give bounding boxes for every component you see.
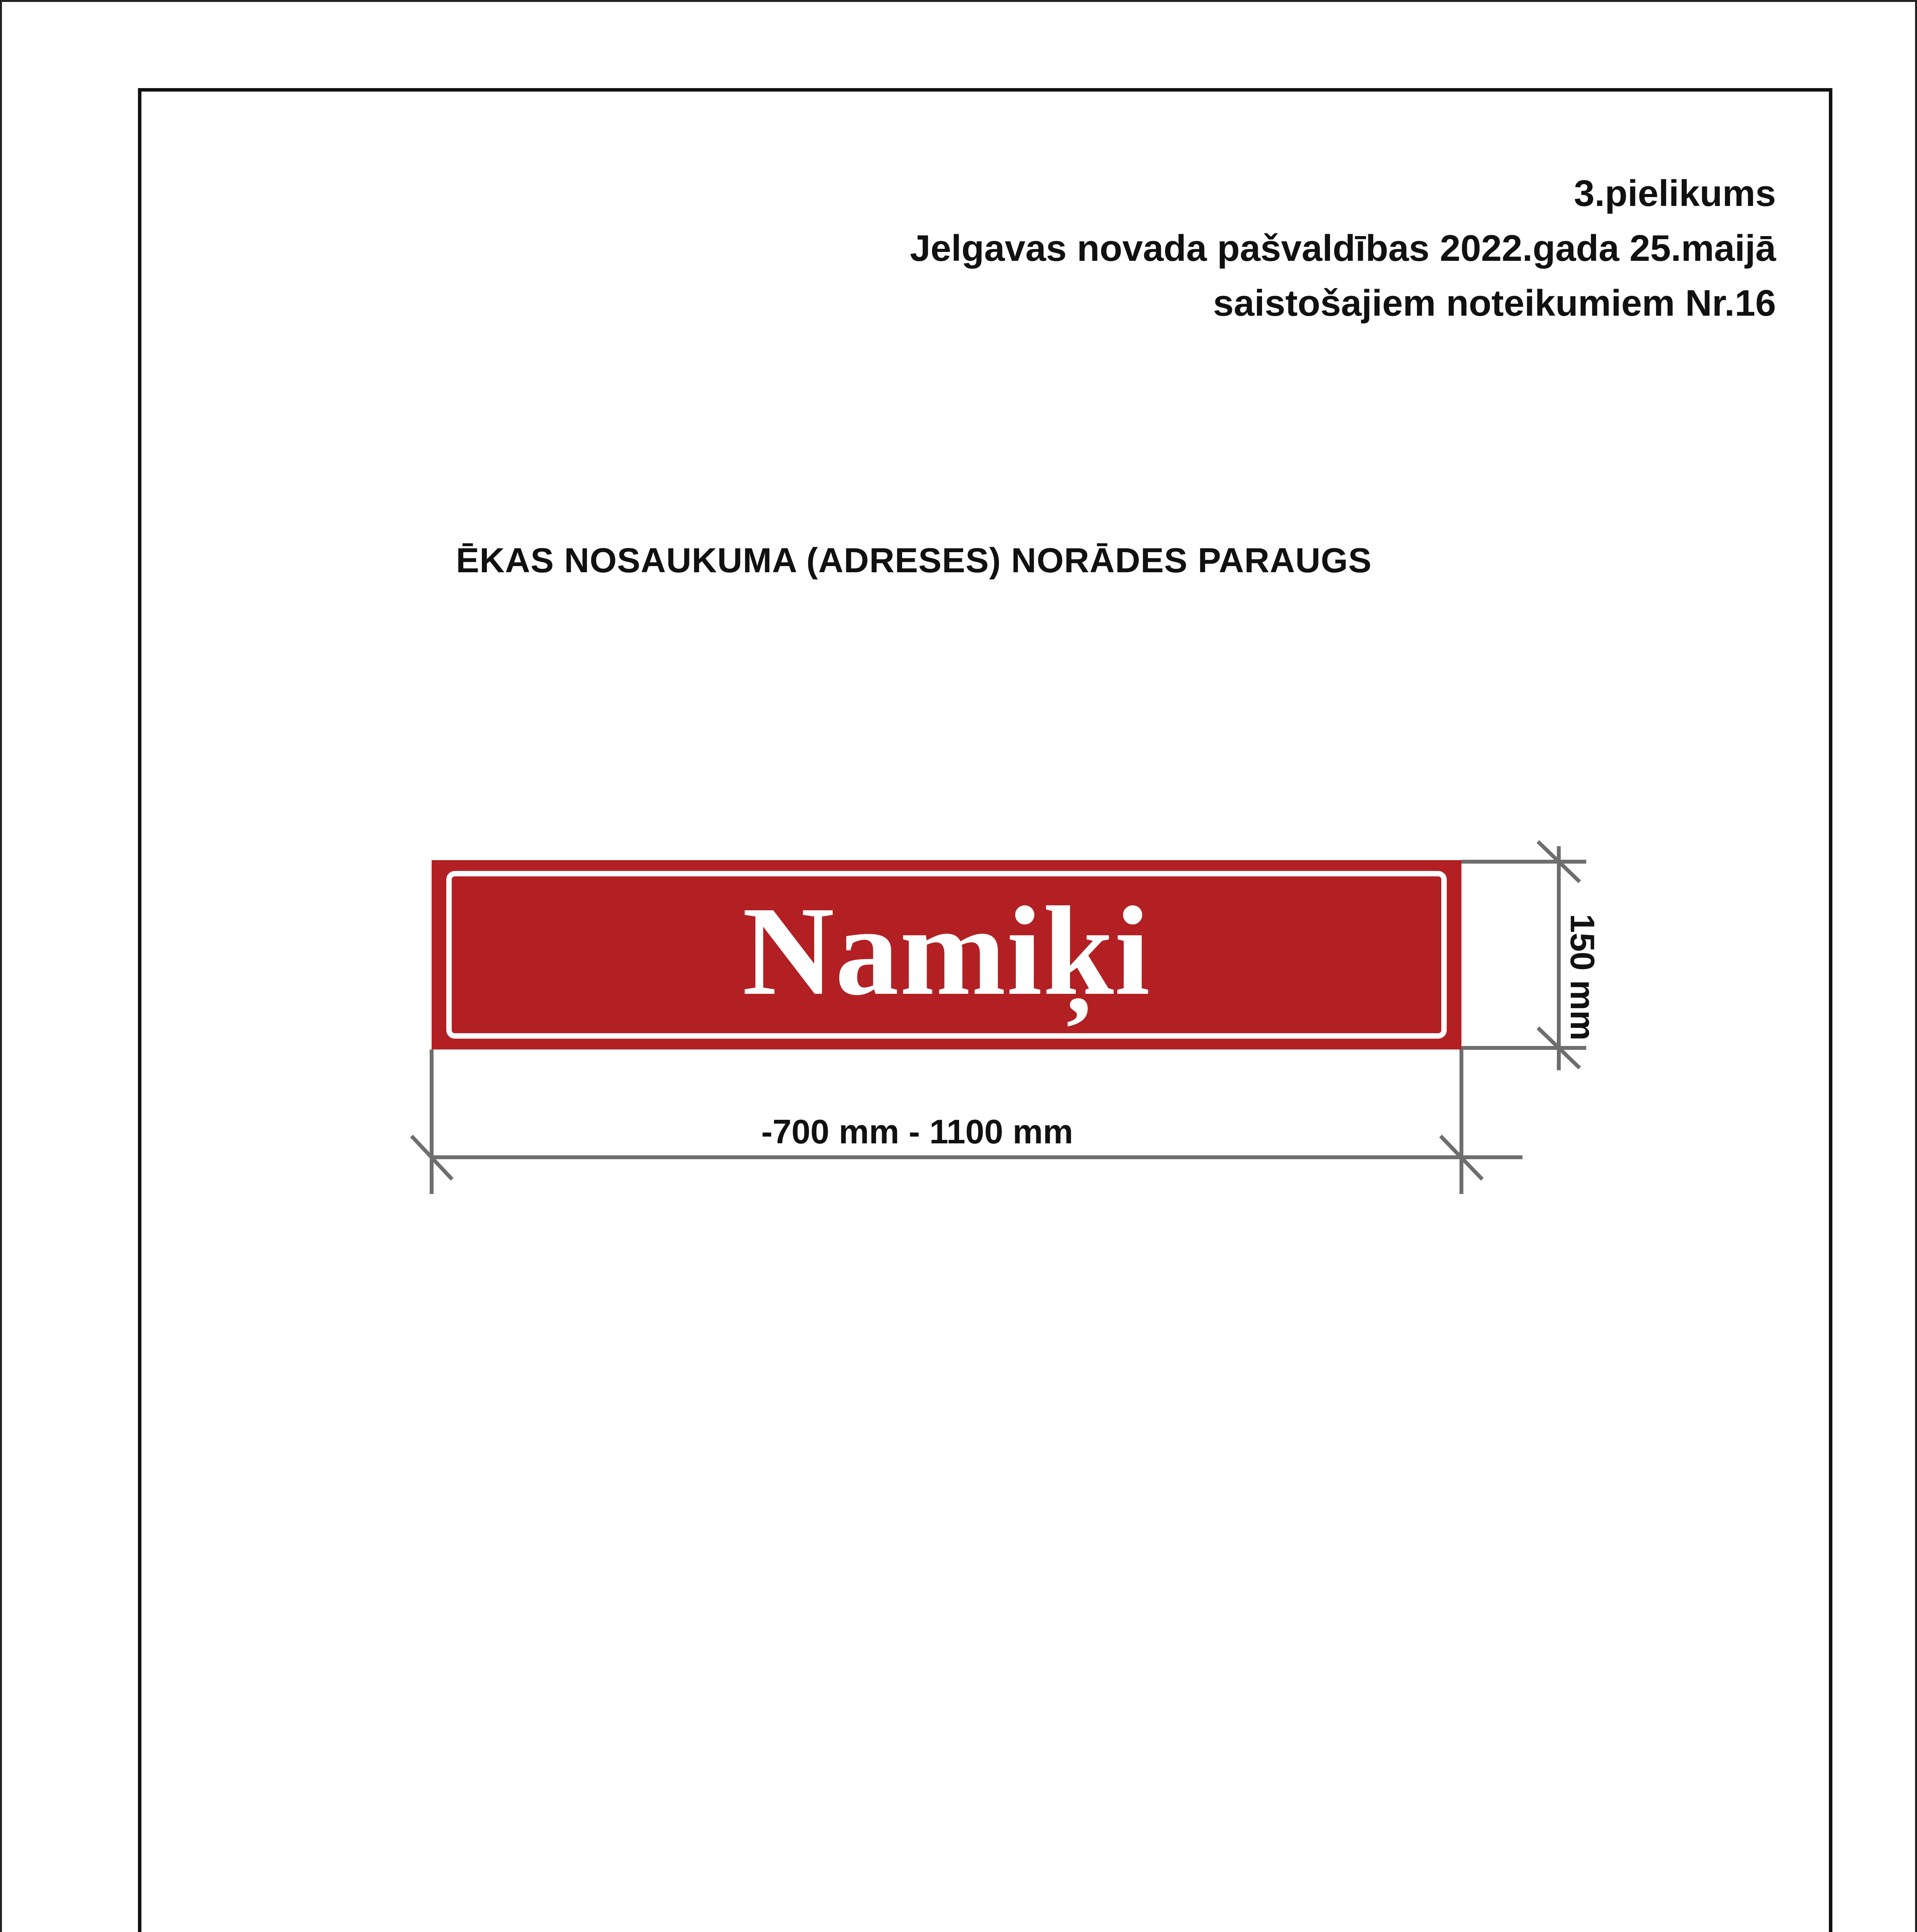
width-dimension-label: -700 mm - 1100 mm [761, 1112, 1073, 1151]
annex-issuer: Jelgavas novada pašvaldības 2022.gada 25.maijā [910, 228, 1776, 269]
annex-regulation: saistošajiem noteikumiem Nr.16 [1213, 282, 1776, 324]
annex-number: 3.pielikums [1574, 173, 1776, 214]
height-dimension-label: 150 mm [1563, 914, 1602, 1041]
page-title: ĒKAS NOSAUKUMA (ADRESES) NORĀDES PARAUGS [456, 541, 1372, 580]
sign-text: Namiķi [742, 880, 1151, 1022]
